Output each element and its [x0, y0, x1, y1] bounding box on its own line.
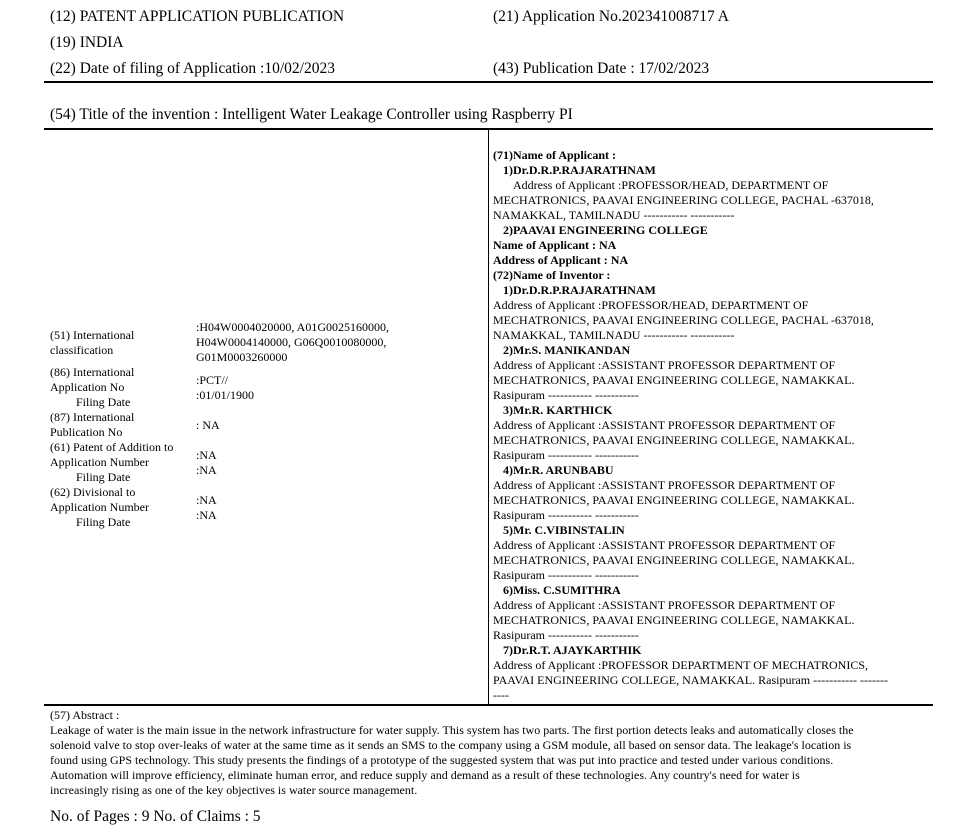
- inventor-address-line: Address of Applicant :PROFESSOR/HEAD, DEPARTMENT OF: [493, 298, 809, 312]
- addition-value-1: :NA: [196, 448, 217, 462]
- intl-app-value-2: :01/01/1900: [196, 388, 255, 402]
- inventor-7-name: 7)Dr.R.T. AJAYKARTHIK: [503, 643, 642, 657]
- inventor-heading: (72)Name of Inventor :: [493, 268, 611, 282]
- intl-class-value-3: G01M0003260000: [196, 350, 288, 364]
- abstract: [50, 708, 854, 798]
- inventor-address-line: MECHATRONICS, PAAVAI ENGINEERING COLLEGE, NAMAKKAL.: [493, 613, 855, 627]
- inventor-address-line: MECHATRONICS, PAAVAI ENGINEERING COLLEGE, PACHAL -637018,: [493, 313, 874, 327]
- filing-date: (22) Date of filing of Application :10/02/2023: [50, 60, 335, 77]
- abstract-line: found using GPS technology. This study presents the findings of a prototype of the suggested system that was put into practice and tested under various conditions.: [50, 753, 834, 767]
- inventor-address-line: Rasipuram ----------- -----------: [493, 508, 639, 522]
- intl-pub-label-1: (87) International: [50, 410, 135, 424]
- divisional-label-2: Application Number: [50, 500, 149, 514]
- intl-app-label-2: Application No: [50, 380, 125, 394]
- intl-app-label-1: (86) International: [50, 365, 135, 379]
- page-claims-count: No. of Pages : 9 No. of Claims : 5: [50, 808, 261, 825]
- abstract-heading: (57) Abstract :: [50, 708, 120, 722]
- inventor-2-name: 2)Mr.S. MANIKANDAN: [503, 343, 631, 357]
- inventor-3-name: 3)Mr.R. KARTHICK: [503, 403, 613, 417]
- divisional-label-1: (62) Divisional to: [50, 485, 136, 499]
- applicant-1-address-line: MECHATRONICS, PAAVAI ENGINEERING COLLEGE, PACHAL -637018,: [493, 193, 874, 207]
- intl-pub-value: : NA: [196, 418, 220, 432]
- abstract-line: Automation will improve efficiency, eliminate human error, and reduce supply and demand as a result of these technologies. Any country's need for water is: [50, 768, 800, 782]
- inventor-address-line: Rasipuram ----------- -----------: [493, 388, 639, 402]
- inventor-address-line: Address of Applicant :ASSISTANT PROFESSOR DEPARTMENT OF: [493, 418, 836, 432]
- abstract-line: Leakage of water is the main issue in the network infrastructure for water supply. This system has two parts. The first portion detects leaks and automatically closes the: [50, 723, 854, 737]
- intl-class-value-1: :H04W0004020000, A01G0025160000,: [196, 320, 389, 334]
- inventor-address-line: MECHATRONICS, PAAVAI ENGINEERING COLLEGE, NAMAKKAL.: [493, 433, 855, 447]
- intl-app-label-3: Filing Date: [76, 395, 131, 409]
- divisional-value-2: :NA: [196, 508, 217, 522]
- addition-value-2: :NA: [196, 463, 217, 477]
- divisional-label-3: Filing Date: [76, 515, 131, 529]
- inventor-address-line: Address of Applicant :ASSISTANT PROFESSOR DEPARTMENT OF: [493, 358, 836, 372]
- application-number: (21) Application No.202341008717 A: [493, 8, 729, 25]
- abstract-rule: [44, 704, 933, 706]
- intl-app-value-1: :PCT//: [196, 373, 229, 387]
- publication-type: (12) PATENT APPLICATION PUBLICATION: [50, 8, 345, 25]
- intl-class-label-1: (51) International: [50, 328, 135, 342]
- inventor-address-line: Rasipuram ----------- -----------: [493, 448, 639, 462]
- header-rule: [44, 81, 933, 83]
- inventor-address-line: MECHATRONICS, PAAVAI ENGINEERING COLLEGE, NAMAKKAL.: [493, 373, 855, 387]
- inventor-4-name: 4)Mr.R. ARUNBABU: [503, 463, 614, 477]
- inventor-address-line: NAMAKKAL, TAMILNADU ----------- -----------: [493, 328, 735, 342]
- publication-date: (43) Publication Date : 17/02/2023: [493, 60, 710, 77]
- addition-label-2: Application Number: [50, 455, 149, 469]
- inventor-1-name: 1)Dr.D.R.P.RAJARATHNAM: [503, 283, 656, 297]
- inventor-address-line: ----: [493, 688, 509, 702]
- column-divider: [488, 130, 489, 705]
- inventor-address-line: Rasipuram ----------- -----------: [493, 568, 639, 582]
- applicant-inventor-block: [493, 148, 888, 703]
- inventor-address-line: MECHATRONICS, PAAVAI ENGINEERING COLLEGE, NAMAKKAL.: [493, 493, 855, 507]
- addition-label-3: Filing Date: [76, 470, 131, 484]
- inventor-address-line: Address of Applicant :PROFESSOR DEPARTMENT OF MECHATRONICS,: [493, 658, 868, 672]
- inventor-address-line: PAAVAI ENGINEERING COLLEGE, NAMAKKAL. Rasipuram ----------- -------: [493, 673, 889, 687]
- inventor-address-line: Address of Applicant :ASSISTANT PROFESSOR DEPARTMENT OF: [493, 598, 836, 612]
- addition-label-1: (61) Patent of Addition to: [50, 440, 174, 454]
- abstract-line: increasingly rising as one of the key objectives is water source management.: [50, 783, 418, 797]
- invention-title: (54) Title of the invention : Intelligent Water Leakage Controller using Raspberry PI: [50, 106, 573, 123]
- applicant-1-address: Address of Applicant :PROFESSOR/HEAD, DEPARTMENT OF: [513, 178, 829, 192]
- intl-pub-label-2: Publication No: [50, 425, 123, 439]
- inventor-address-line: Rasipuram ----------- -----------: [493, 628, 639, 642]
- applicant-heading: (71)Name of Applicant :: [493, 148, 616, 162]
- divisional-value-1: :NA: [196, 493, 217, 507]
- other-applicant-name: Name of Applicant : NA: [493, 238, 617, 252]
- other-applicant-address: Address of Applicant : NA: [493, 253, 629, 267]
- inventor-6-name: 6)Miss. C.SUMITHRA: [503, 583, 621, 597]
- applicant-2-name: 2)PAAVAI ENGINEERING COLLEGE: [503, 223, 708, 237]
- inventor-address-line: Address of Applicant :ASSISTANT PROFESSOR DEPARTMENT OF: [493, 538, 836, 552]
- intl-class-value-2: H04W0004140000, G06Q0010080000,: [196, 335, 387, 349]
- abstract-line: solenoid valve to stop over-leaks of water at the same time as it sends an SMS to the company using a GSM module, all based on sensor data. The leakage's location is: [50, 738, 852, 752]
- inventor-address-line: Address of Applicant :ASSISTANT PROFESSOR DEPARTMENT OF: [493, 478, 836, 492]
- applicant-1-name: 1)Dr.D.R.P.RAJARATHNAM: [503, 163, 656, 177]
- country: (19) INDIA: [50, 34, 124, 51]
- inventor-address-line: MECHATRONICS, PAAVAI ENGINEERING COLLEGE, NAMAKKAL.: [493, 553, 855, 567]
- intl-class-label-2: classification: [50, 343, 114, 357]
- applicant-1-address-line: NAMAKKAL, TAMILNADU ----------- -----------: [493, 208, 735, 222]
- inventor-5-name: 5)Mr. C.VIBINSTALIN: [503, 523, 625, 537]
